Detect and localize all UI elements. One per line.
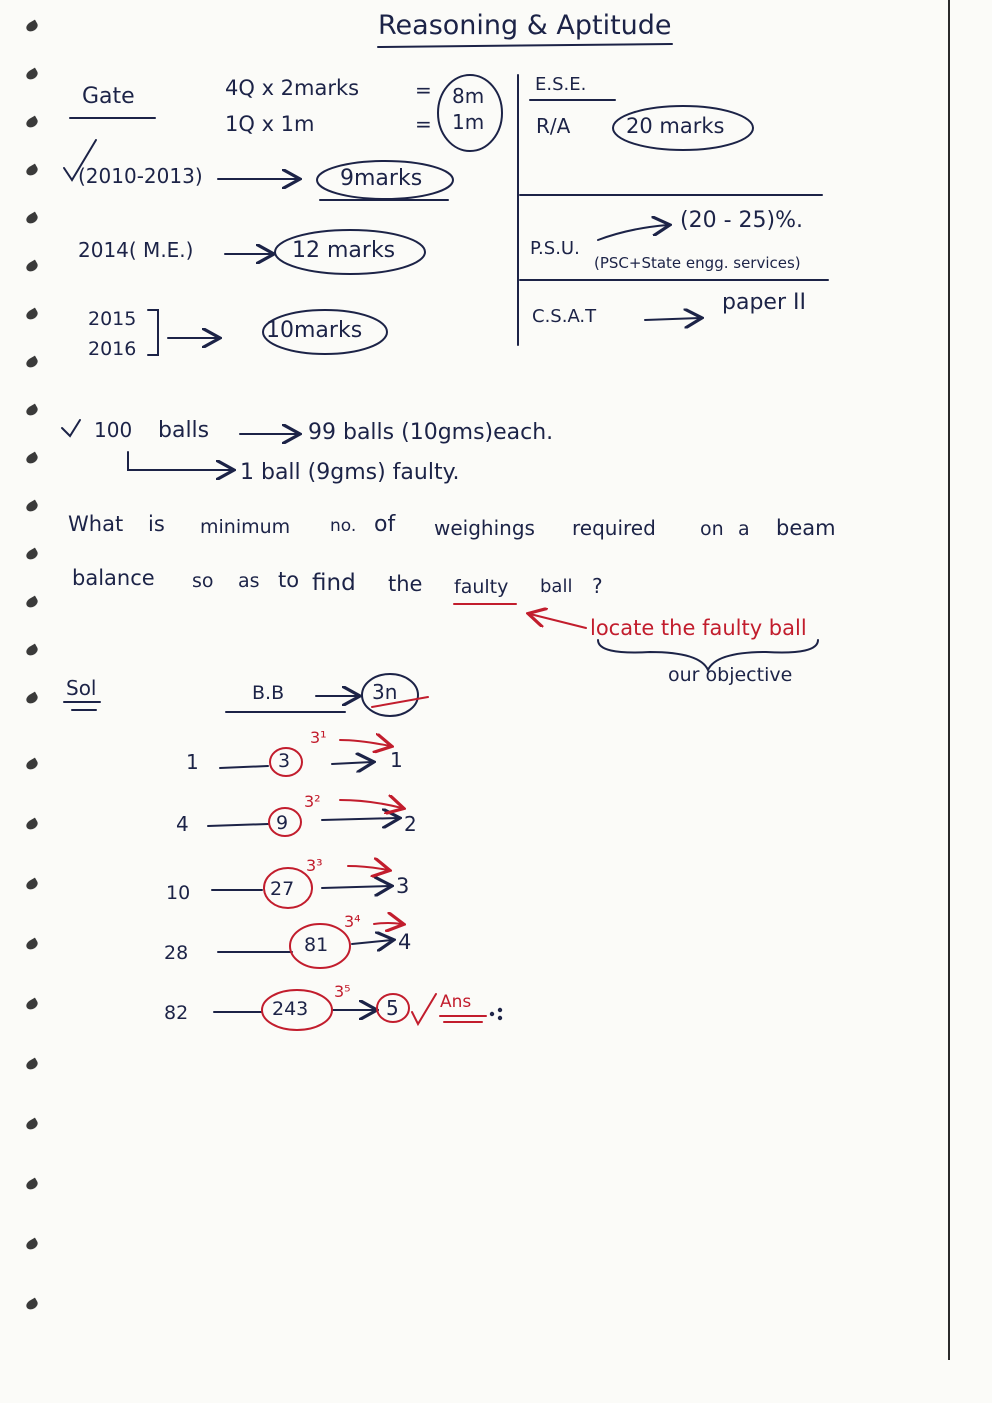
bb-result: 3n: [372, 680, 398, 704]
row-2-arrow: [322, 818, 398, 820]
question-word: ?: [592, 574, 603, 598]
psu-note: (PSC+State engg. services): [594, 254, 801, 272]
question-word: balance: [72, 566, 155, 590]
question-word: weighings: [434, 516, 535, 540]
gate-row-1: 4Q x 2marks: [225, 76, 360, 100]
psu-arrow: [598, 225, 668, 240]
ese-label: E.S.E.: [535, 74, 587, 95]
row-right: 3: [396, 874, 410, 898]
page-title: Reasoning & Aptitude: [378, 10, 672, 41]
objective-note: our objective: [668, 664, 793, 686]
question-word: of: [374, 512, 396, 537]
question-word: beam: [776, 516, 836, 540]
row-1-arrow: [332, 762, 372, 764]
solution-label: Sol: [66, 676, 97, 700]
csat-label: C.S.A.T: [532, 306, 597, 327]
row-power: 3⁵: [334, 982, 351, 1001]
answer-label: Ans: [440, 992, 472, 1012]
row-right: 1: [390, 748, 403, 772]
question-word: is: [148, 512, 165, 536]
row-circle-value: 3: [278, 750, 291, 772]
question-word: on: [700, 518, 724, 540]
problem-line-1: 99 balls (10gms)each.: [308, 420, 554, 445]
question-word: find: [312, 570, 356, 596]
year-marks-2: 12 marks: [292, 238, 396, 263]
row-4-arrow: [352, 940, 392, 944]
year-range-4: 2016: [88, 338, 137, 360]
problem-balls: balls: [158, 418, 210, 443]
row-left: 82: [164, 1002, 189, 1024]
year-bracket: [148, 310, 158, 355]
check-icon: [62, 420, 80, 436]
question-word: as: [238, 570, 260, 592]
question-word: so: [192, 570, 214, 592]
question-word: a: [738, 518, 750, 540]
gate-row-1-eq: =: [415, 78, 432, 102]
row-left: 4: [176, 812, 189, 836]
year-range-1: (2010-2013): [78, 164, 203, 188]
question-word: the: [388, 572, 423, 596]
year-marks-3: 10marks: [266, 318, 363, 343]
row-1-dash: [220, 766, 268, 768]
row-power: 3³: [306, 856, 323, 875]
arrow-1ball: [128, 452, 232, 470]
row-left: 10: [166, 882, 191, 904]
ese-ra: R/A: [536, 114, 571, 138]
psu-label: P.S.U.: [530, 238, 580, 259]
row-circle-value: 243: [272, 998, 309, 1020]
row-3-arrow: [322, 886, 390, 888]
psu-percent: (20 - 25)%.: [680, 208, 803, 233]
ese-marks: 20 marks: [626, 114, 725, 138]
question-word: minimum: [200, 516, 291, 538]
row-right: 2: [404, 812, 417, 836]
faulty-pointer: [530, 614, 586, 628]
row-left: 1: [186, 750, 199, 774]
bb-label: B.B: [252, 682, 285, 704]
question-word: faulty: [454, 576, 509, 598]
row-right: 4: [398, 930, 412, 954]
year-marks-1: 9marks: [340, 166, 423, 191]
power-arrow-1: [340, 740, 390, 746]
locate-note: locate the faulty ball: [590, 616, 807, 640]
row-power: 3⁴: [344, 912, 361, 931]
csat-arrow: [645, 318, 700, 320]
question-word: required: [572, 516, 656, 540]
csat-paper: paper II: [722, 290, 806, 315]
row-left: 28: [164, 942, 189, 964]
problem-count: 100: [94, 418, 133, 442]
row-power: 3¹: [310, 728, 327, 747]
row-2-dash: [208, 824, 268, 826]
power-arrow-2: [340, 800, 402, 808]
power-arrow-4: [374, 923, 402, 924]
gate-marks-2: 1m: [452, 110, 485, 134]
year-range-3: 2015: [88, 308, 137, 330]
row-circle-value: 9: [276, 812, 289, 834]
gate-row-2-eq: =: [415, 112, 432, 136]
row-circle-value: 81: [304, 934, 329, 956]
row-power: 3²: [304, 792, 321, 811]
question-word: no.: [330, 516, 357, 536]
answer-value: 5: [386, 996, 399, 1020]
gate-marks-1: 8m: [452, 84, 485, 108]
question-word: ball: [540, 576, 573, 597]
title-underline: [378, 44, 672, 47]
problem-line-2: 1 ball (9gms) faulty.: [240, 460, 460, 485]
row-circle-value: 27: [270, 878, 295, 900]
year-range-2: 2014( M.E.): [78, 238, 194, 262]
gate-label: Gate: [82, 84, 135, 109]
question-word: to: [278, 568, 300, 592]
power-arrow-3: [348, 866, 388, 870]
gate-row-2: 1Q x 1m: [225, 112, 315, 136]
answer-tick: [412, 994, 436, 1024]
question-word: What: [68, 512, 124, 536]
